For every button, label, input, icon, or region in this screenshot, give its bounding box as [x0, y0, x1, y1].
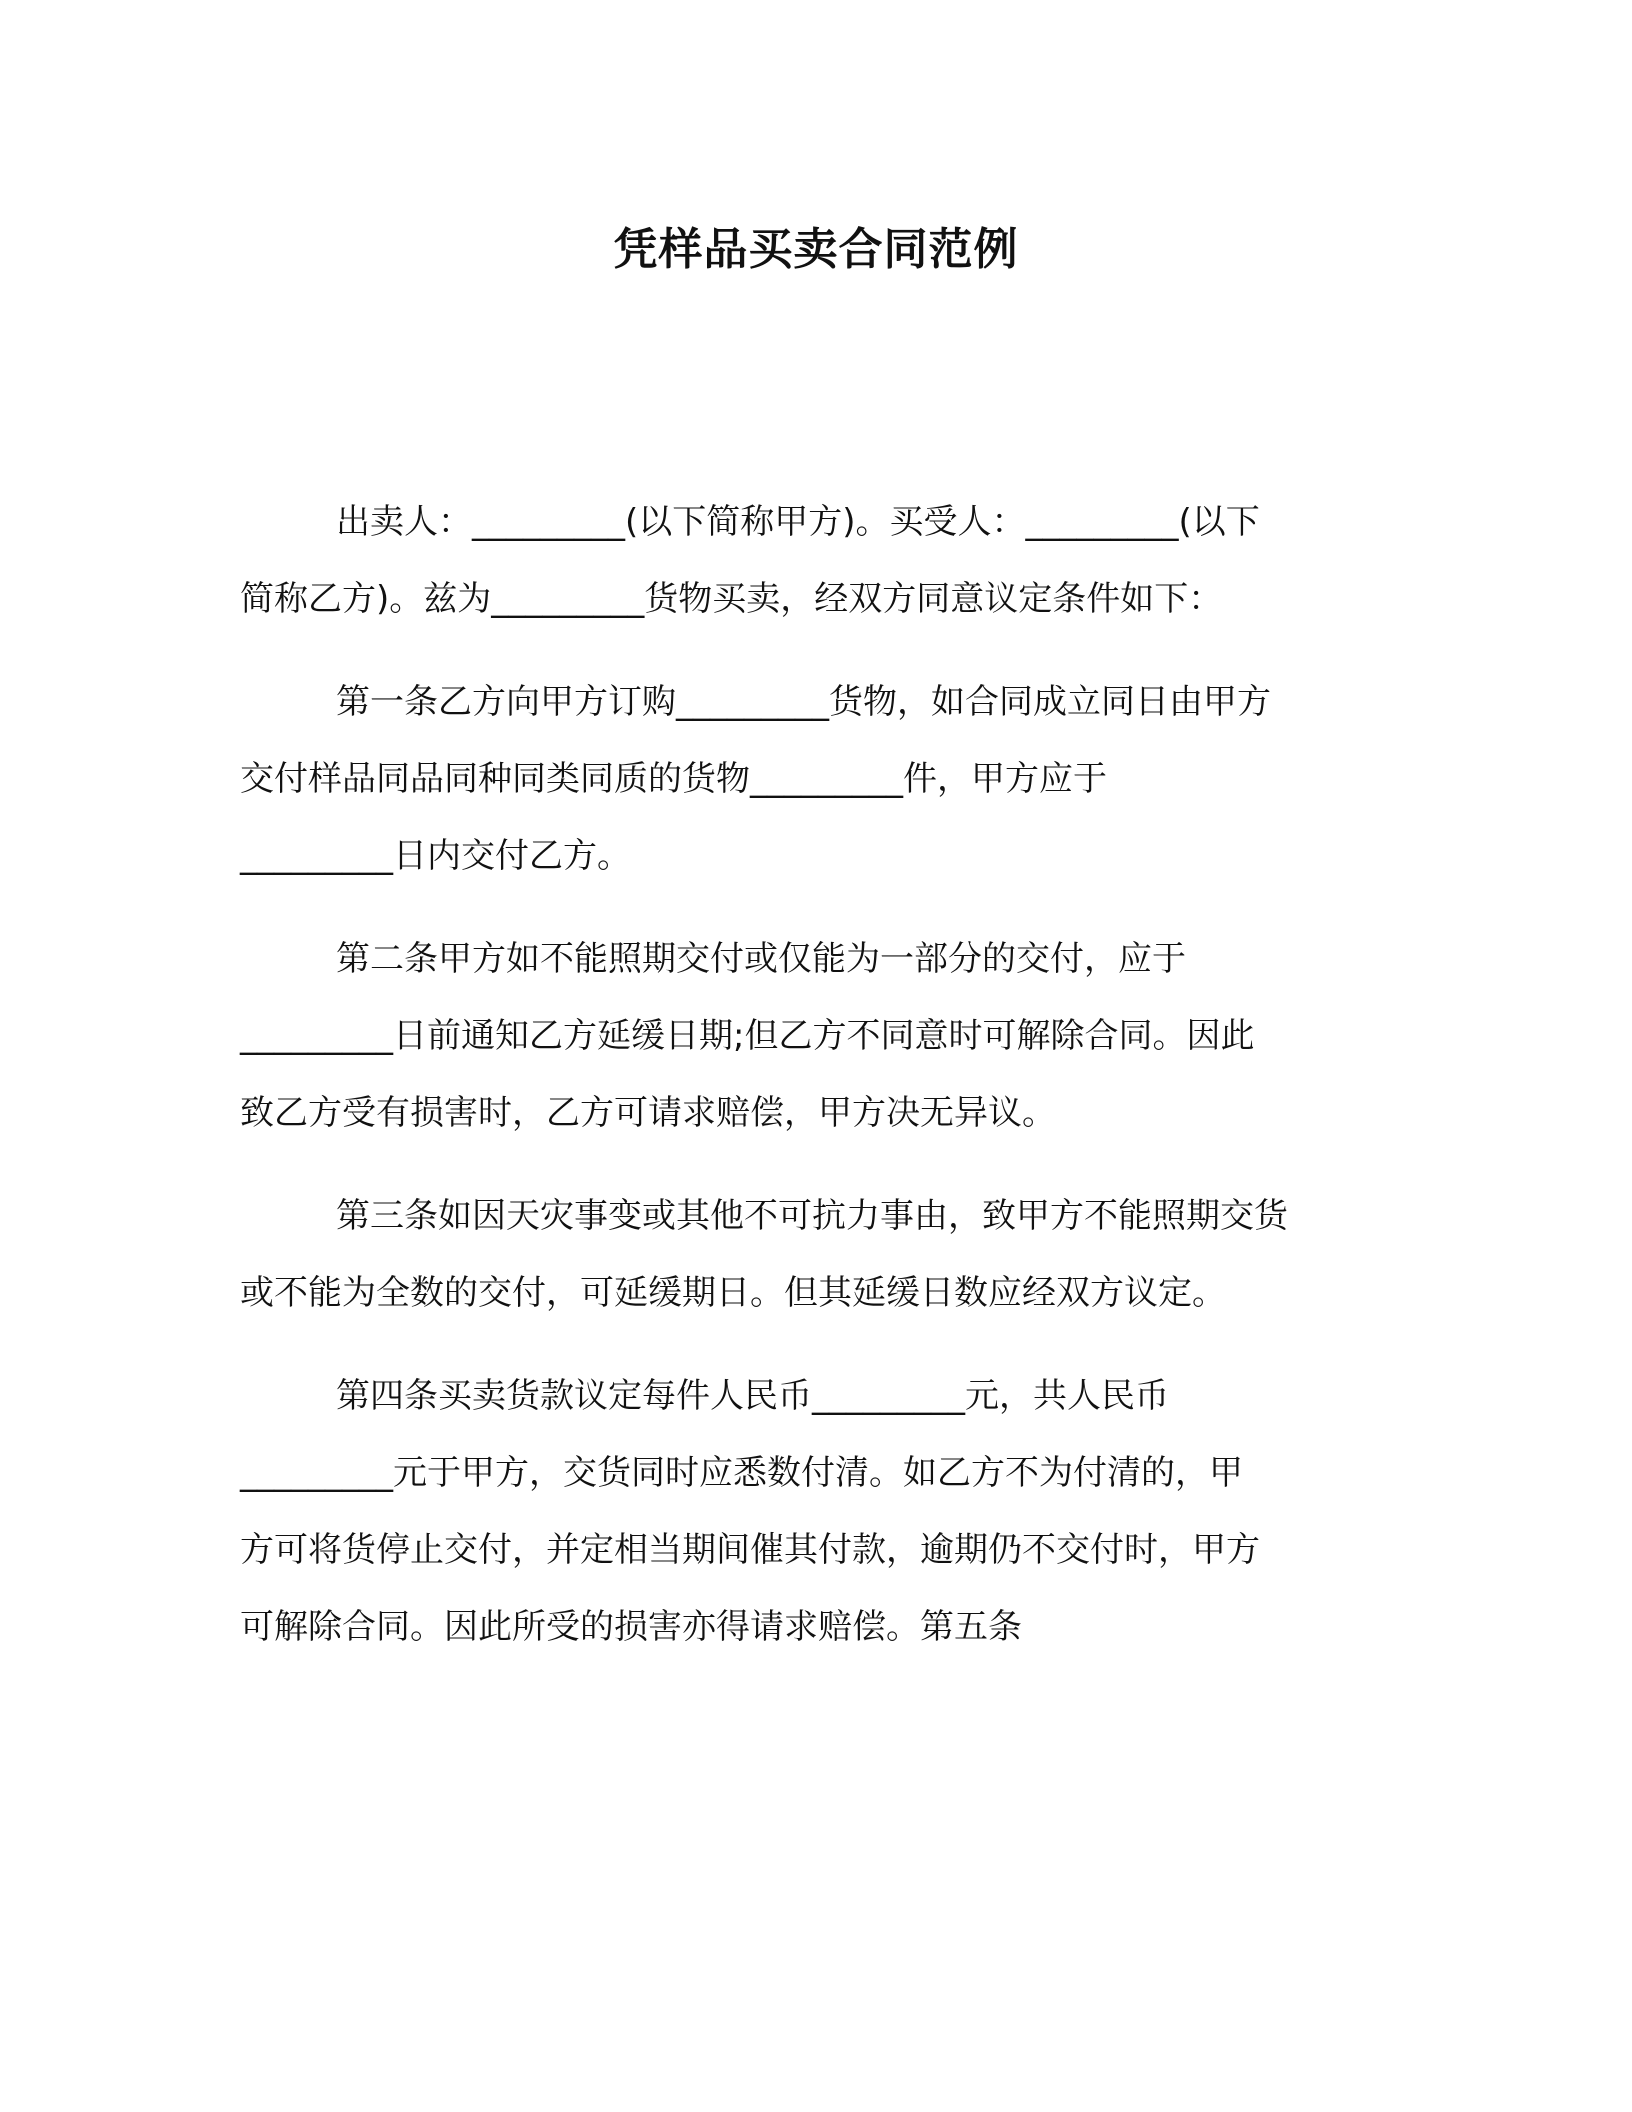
text-line: 简称乙方)。兹为_________货物买卖，经双方同意议定条件如下：: [240, 579, 1223, 619]
document-body: [240, 484, 1380, 1692]
text-line: 致乙方受有损害时，乙方可请求赔偿，甲方决无异议。: [240, 1093, 1056, 1133]
text-line: 可解除合同。因此所受的损害亦得请求赔偿。第五条: [240, 1607, 1022, 1647]
text-line: 或不能为全数的交付，可延缓期日。但其延缓日数应经双方议定。: [240, 1273, 1226, 1313]
text-line: _________日内交付乙方。: [240, 836, 631, 876]
document-title: 凭样品买卖合同范例: [613, 224, 1019, 275]
text-line: 出卖人：_________(以下简称甲方)。买受人：_________(以下: [336, 502, 1260, 542]
paragraph-article-4: [240, 1358, 1380, 1666]
text-line: 交付样品同品同种同类同质的货物_________件，甲方应于: [240, 759, 1107, 799]
text-line: 第四条买卖货款议定每件人民币_________元，共人民币: [336, 1376, 1169, 1416]
text-line: _________元于甲方，交货同时应悉数付清。如乙方不为付清的，甲: [240, 1453, 1243, 1493]
text-line: _________日前通知乙方延缓日期;但乙方不同意时可解除合同。因此: [240, 1016, 1255, 1056]
paragraph-article-2: [240, 921, 1380, 1152]
paragraph-article-3: [240, 1178, 1380, 1332]
text-line: 方可将货停止交付，并定相当期间催其付款，逾期仍不交付时，甲方: [240, 1530, 1260, 1570]
text-line: 第一条乙方向甲方订购_________货物，如合同成立同日由甲方: [336, 682, 1271, 722]
text-line: 第三条如因天灾事变或其他不可抗力事由，致甲方不能照期交货: [336, 1196, 1288, 1236]
text-line: 第二条甲方如不能照期交付或仅能为一部分的交付，应于: [336, 939, 1186, 979]
paragraph-article-1: [240, 664, 1380, 895]
paragraph-parties: [240, 484, 1380, 638]
